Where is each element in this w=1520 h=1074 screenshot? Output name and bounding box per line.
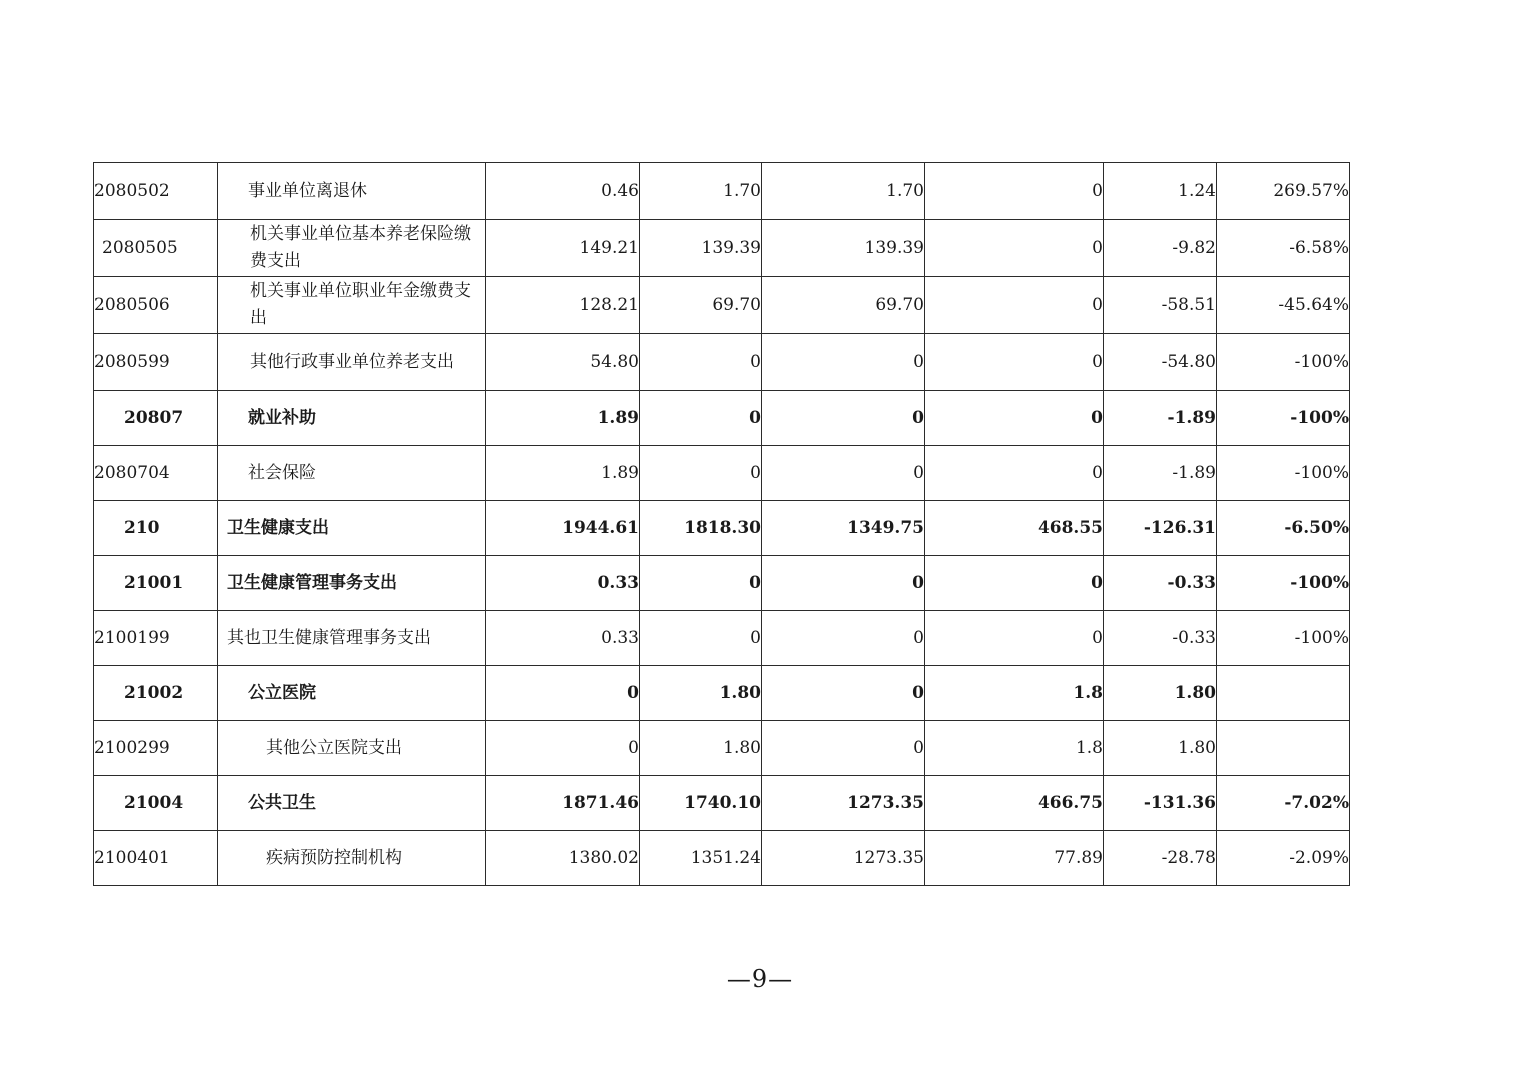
row-name: 公立医院 <box>218 666 486 721</box>
row-code: 210 <box>94 501 218 556</box>
row-value-5: -126.31 <box>1104 501 1217 556</box>
table-row <box>94 831 1350 886</box>
row-value-5: -1.89 <box>1104 391 1217 446</box>
row-value-1: 128.21 <box>486 277 640 334</box>
row-value-4: 0 <box>925 277 1104 334</box>
row-value-6: 269.57% <box>1217 163 1350 220</box>
row-value-2: 0 <box>640 446 762 501</box>
row-value-2: 1818.30 <box>640 501 762 556</box>
row-value-3: 1.70 <box>762 163 925 220</box>
row-code: 20807 <box>94 391 218 446</box>
budget-table <box>93 162 1350 886</box>
row-value-3: 1349.75 <box>762 501 925 556</box>
row-value-5: -58.51 <box>1104 277 1217 334</box>
row-value-6: -100% <box>1217 391 1350 446</box>
row-value-4: 0 <box>925 446 1104 501</box>
row-value-4: 468.55 <box>925 501 1104 556</box>
row-value-4: 0 <box>925 391 1104 446</box>
row-name: 疾病预防控制机构 <box>218 831 486 886</box>
row-value-5: 1.24 <box>1104 163 1217 220</box>
page-number: —9— <box>726 965 794 993</box>
row-value-6: -6.50% <box>1217 501 1350 556</box>
row-value-6: -100% <box>1217 334 1350 391</box>
table-row <box>94 776 1350 831</box>
row-value-5: -54.80 <box>1104 334 1217 391</box>
table-row <box>94 163 1350 220</box>
row-code: 21001 <box>94 556 218 611</box>
row-code: 2100299 <box>94 721 218 776</box>
row-name: 公共卫生 <box>218 776 486 831</box>
row-value-6 <box>1217 721 1350 776</box>
row-value-1: 54.80 <box>486 334 640 391</box>
row-value-5: -0.33 <box>1104 556 1217 611</box>
row-value-1: 0 <box>486 721 640 776</box>
row-code: 2080704 <box>94 446 218 501</box>
table-row <box>94 391 1350 446</box>
row-value-1: 0 <box>486 666 640 721</box>
row-name: 事业单位离退休 <box>218 163 486 220</box>
row-value-3: 0 <box>762 334 925 391</box>
table-row <box>94 220 1350 277</box>
row-value-5: -131.36 <box>1104 776 1217 831</box>
row-value-3: 0 <box>762 391 925 446</box>
table-row <box>94 721 1350 776</box>
row-value-3: 0 <box>762 666 925 721</box>
row-value-3: 139.39 <box>762 220 925 277</box>
row-name: 就业补助 <box>218 391 486 446</box>
row-value-2: 69.70 <box>640 277 762 334</box>
row-name: 社会保险 <box>218 446 486 501</box>
row-value-2: 1351.24 <box>640 831 762 886</box>
row-name: 其他行政事业单位养老支出 <box>218 334 486 391</box>
row-value-1: 1944.61 <box>486 501 640 556</box>
row-value-3: 1273.35 <box>762 776 925 831</box>
row-value-3: 1273.35 <box>762 831 925 886</box>
row-value-4: 1.8 <box>925 721 1104 776</box>
row-value-3: 0 <box>762 556 925 611</box>
row-value-4: 77.89 <box>925 831 1104 886</box>
table-row <box>94 334 1350 391</box>
row-code: 2100199 <box>94 611 218 666</box>
row-value-6: -6.58% <box>1217 220 1350 277</box>
row-value-4: 0 <box>925 334 1104 391</box>
row-value-6: -45.64% <box>1217 277 1350 334</box>
table-row <box>94 556 1350 611</box>
row-value-5: 1.80 <box>1104 666 1217 721</box>
row-code: 2080599 <box>94 334 218 391</box>
row-value-3: 69.70 <box>762 277 925 334</box>
row-value-4: 0 <box>925 611 1104 666</box>
table-row <box>94 501 1350 556</box>
row-value-2: 0 <box>640 611 762 666</box>
row-name: 其他公立医院支出 <box>218 721 486 776</box>
row-value-5: -0.33 <box>1104 611 1217 666</box>
row-value-4: 0 <box>925 556 1104 611</box>
row-value-2: 1740.10 <box>640 776 762 831</box>
row-value-3: 0 <box>762 446 925 501</box>
row-value-5: 1.80 <box>1104 721 1217 776</box>
row-value-3: 0 <box>762 721 925 776</box>
row-value-2: 1.70 <box>640 163 762 220</box>
row-value-6: -2.09% <box>1217 831 1350 886</box>
row-value-1: 149.21 <box>486 220 640 277</box>
row-value-6: -100% <box>1217 611 1350 666</box>
row-value-4: 0 <box>925 220 1104 277</box>
row-value-1: 0.33 <box>486 556 640 611</box>
row-name: 机关事业单位基本养老保险缴费支出 <box>218 220 486 277</box>
row-value-3: 0 <box>762 611 925 666</box>
row-value-2: 139.39 <box>640 220 762 277</box>
row-value-2: 0 <box>640 391 762 446</box>
row-value-1: 1.89 <box>486 446 640 501</box>
row-code: 2100401 <box>94 831 218 886</box>
row-name: 卫生健康管理事务支出 <box>218 556 486 611</box>
row-name: 其也卫生健康管理事务支出 <box>218 611 486 666</box>
row-code: 21002 <box>94 666 218 721</box>
row-value-6 <box>1217 666 1350 721</box>
row-name: 卫生健康支出 <box>218 501 486 556</box>
row-code: 21004 <box>94 776 218 831</box>
row-value-5: -28.78 <box>1104 831 1217 886</box>
row-value-5: -9.82 <box>1104 220 1217 277</box>
row-name: 机关事业单位职业年金缴费支出 <box>218 277 486 334</box>
row-code: 2080505 <box>94 220 218 277</box>
table-row <box>94 611 1350 666</box>
row-code: 2080502 <box>94 163 218 220</box>
table-row <box>94 446 1350 501</box>
row-value-1: 1.89 <box>486 391 640 446</box>
table-row <box>94 277 1350 334</box>
row-value-2: 1.80 <box>640 666 762 721</box>
row-value-4: 0 <box>925 163 1104 220</box>
row-value-6: -7.02% <box>1217 776 1350 831</box>
row-value-5: -1.89 <box>1104 446 1217 501</box>
row-value-1: 1871.46 <box>486 776 640 831</box>
row-value-2: 0 <box>640 556 762 611</box>
row-value-4: 466.75 <box>925 776 1104 831</box>
row-value-6: -100% <box>1217 556 1350 611</box>
row-value-2: 1.80 <box>640 721 762 776</box>
table-row <box>94 666 1350 721</box>
row-value-2: 0 <box>640 334 762 391</box>
row-value-4: 1.8 <box>925 666 1104 721</box>
row-value-1: 0.46 <box>486 163 640 220</box>
row-value-6: -100% <box>1217 446 1350 501</box>
row-value-1: 0.33 <box>486 611 640 666</box>
row-code: 2080506 <box>94 277 218 334</box>
row-value-1: 1380.02 <box>486 831 640 886</box>
